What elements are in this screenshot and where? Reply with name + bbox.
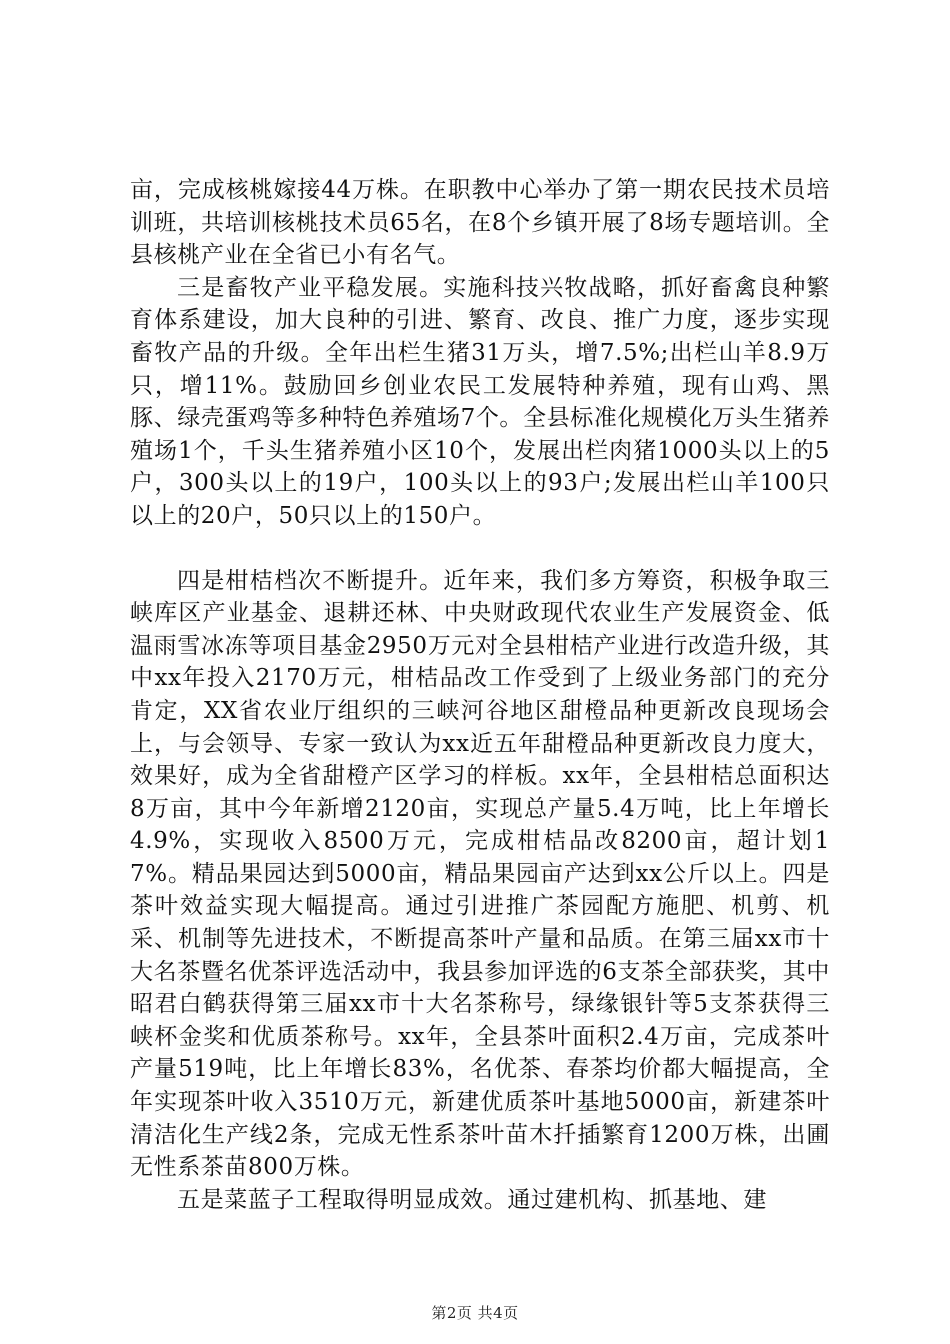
paragraph-walnut-continuation: 亩，完成核桃嫁接44万株。在职教中心举办了第一期农民技术员培训班，共培训核桃技术员65名，在8个乡镇开展了8场专题培训。全县核桃产业在全省已小有名气。 — [130, 177, 830, 269]
document-body — [130, 174, 830, 1216]
page-number-footer: 第2页 共4页 — [431, 1304, 519, 1322]
paragraph-citrus-tea: 四是柑桔档次不断提升。近年来，我们多方筹资，积极争取三峡库区产业基金、退耕还林、中央财政现代农业生产发展资金、低温雨雪冰冻等项目基金2950万元对全县柑桔产业进行改造升级，其中xx年投入2170万元，柑桔品改工作受到了上级业务部门的充分肯定，XX省农业厅组织的三峡河谷地区甜橙品种更新改良现场会上，与会领导、专家一致认为xx近五年甜橙品种更新改良力度大，效果好，成为全省甜橙产区学习的样板。xx年，全县柑桔总面积达8万亩，其中今年新增2120亩，实现总产量5.4万吨，比上年增长4.9%，实现收入8500万元，完成柑桔品改8200亩，超计划17%。精品果园达到5000亩，精品果园亩产达到xx公斤以上。四是茶叶效益实现大幅提高。通过引进推广茶园配方施肥、机剪、机采、机制等先进技术，不断提高茶叶产量和品质。在第三届xx市十大名茶暨名优茶评选活动中，我县参加评选的6支茶全部获奖，其中昭君白鹤获得第三届xx市十大名茶称号，绿缘银针等5支茶获得三峡杯金奖和优质茶称号。xx年，全县茶叶面积2.4万亩，完成茶叶产量519吨，比上年增长83%，名优茶、春茶均价都大幅提高，全年实现茶叶收入3510万元，新建优质茶叶基地5000亩，新建茶叶清洁化生产线2条，完成无性系茶叶苗木扦插繁育1200万株，出圃无性系茶苗800万株。 — [130, 567, 830, 1181]
paragraph-livestock: 三是畜牧产业平稳发展。实施科技兴牧战略，抓好畜禽良种繁育体系建设，加大良种的引进、繁育、改良、推广力度，逐步实现畜牧产品的升级。全年出栏生猪31万头，增7.5%;出栏山羊8.9万只，增11%。鼓励回乡创业农民工发展特种养殖，现有山鸡、黑豚、绿壳蛋鸡等多种特色养殖场7个。全县标准化规模化万头生猪养殖场1个，千头生猪养殖小区10个，发展出栏肉猪1000头以上的5户，300头以上的19户，100头以上的93户;发展出栏山羊100只以上的20户，50只以上的150户。 — [130, 274, 830, 529]
paragraph-vegetable-basket: 五是菜蓝子工程取得明显成效。通过建机构、抓基地、建 — [177, 1186, 767, 1213]
